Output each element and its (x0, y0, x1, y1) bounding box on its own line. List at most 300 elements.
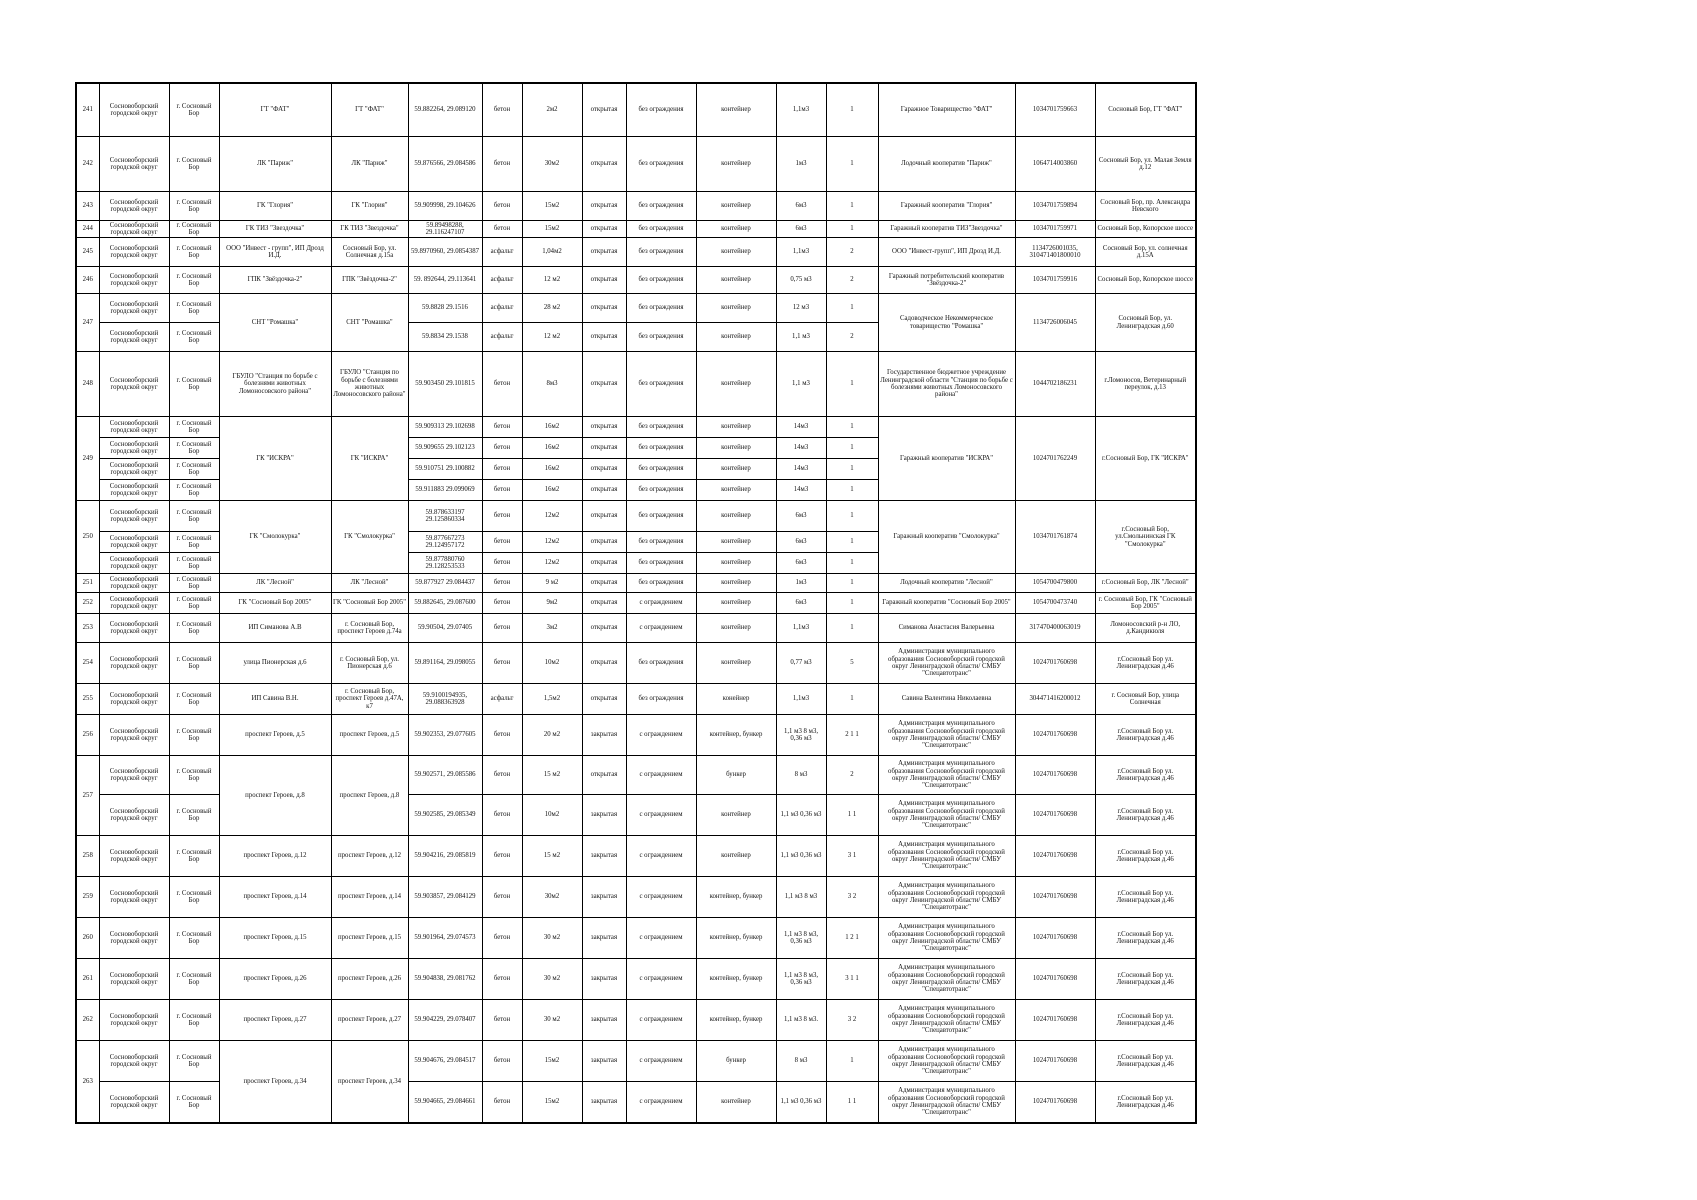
cell-owner-name: улица Пионерская д.6 (219, 643, 331, 684)
cell-coordinates: 59.882645, 29.087600 (408, 593, 482, 614)
cell-surface: асфальт (482, 684, 522, 715)
cell-surface: бетон (482, 480, 522, 501)
cell-volume: 12 м3 (776, 294, 826, 323)
table-row (76, 238, 1196, 267)
cell-coordinates: 59.909313 29.102698 (408, 417, 482, 438)
cell-coordinates: 59.877927 29.084437 (408, 574, 482, 593)
table-row (76, 643, 1196, 684)
cell-organization: Администрация муниципального образования Сосновоборский городской округ Ленинградской области/ СМБУ "Спецавтотранс" (878, 918, 1015, 959)
cell-container-type: контейнер (696, 417, 776, 438)
row-number: 261 (76, 959, 99, 1000)
cell-locality: г. Сосновый Бор (169, 83, 219, 137)
cell-area: 16м2 (522, 459, 582, 480)
cell-district: Сосновоборский городской округ (99, 877, 169, 918)
cell-volume: 6м3 (776, 192, 826, 221)
cell-site-type: открытая (582, 438, 626, 459)
cell-fence: с ограждением (626, 715, 696, 756)
cell-district: Сосновоборский городской округ (99, 323, 169, 352)
cell-volume: 14м3 (776, 480, 826, 501)
cell-locality: г. Сосновый Бор (169, 532, 219, 553)
cell-count: 1 (826, 137, 878, 192)
cell-legal-address: Сосновый Бор, Копорское шоссе (1095, 221, 1196, 238)
cell-surface: асфальт (482, 267, 522, 294)
cell-organization: Гаражный кооператив "Сосновый Бор 2005" (878, 593, 1015, 614)
row-number: 247 (76, 294, 99, 352)
cell-locality: г. Сосновый Бор (169, 756, 219, 795)
table-row (76, 877, 1196, 918)
row-number: 262 (76, 1000, 99, 1041)
cell-coordinates: 59.876566, 29.084586 (408, 137, 482, 192)
cell-site-type: открытая (582, 756, 626, 795)
cell-address: ГК "ИСКРА" (331, 417, 408, 501)
cell-site-type: открытая (582, 137, 626, 192)
cell-address: проспект Героев, д.12 (331, 836, 408, 877)
cell-address: ГК ТИЗ "Звездочка" (331, 221, 408, 238)
cell-ogrn: 1034701759916 (1015, 267, 1095, 294)
cell-locality: г. Сосновый Бор (169, 501, 219, 532)
cell-coordinates: 59.901964, 29.074573 (408, 918, 482, 959)
cell-site-type: открытая (582, 267, 626, 294)
cell-container-type: контейнер (696, 532, 776, 553)
cell-locality: г. Сосновый Бор (169, 614, 219, 643)
cell-organization: Администрация муниципального образования Сосновоборский городской округ Ленинградской области/ СМБУ "Спецавтотранс" (878, 1041, 1015, 1082)
cell-ogrn: 1024701760698 (1015, 1000, 1095, 1041)
cell-container-type: контейнер (696, 480, 776, 501)
cell-coordinates: 59.9100194935, 29.088363928 (408, 684, 482, 715)
cell-legal-address: Сосновый Бор, ГТ "ФАТ" (1095, 83, 1196, 137)
row-number: 263 (76, 1041, 99, 1124)
table-row (76, 836, 1196, 877)
cell-volume: 1,1м3 (776, 684, 826, 715)
cell-surface: бетон (482, 459, 522, 480)
cell-fence: без ограждения (626, 294, 696, 323)
cell-count: 1 1 (826, 1082, 878, 1124)
cell-legal-address: г.Ломоносов, Ветеринарный переулок, д.13 (1095, 352, 1196, 417)
cell-ogrn: 1134726006045 (1015, 294, 1095, 352)
cell-container-type: контейнер (696, 1082, 776, 1124)
cell-legal-address: Сосновый Бор, пр. Александра Невского (1095, 192, 1196, 221)
cell-area: 30м2 (522, 877, 582, 918)
cell-locality: г. Сосновый Бор (169, 918, 219, 959)
cell-site-type: открытая (582, 532, 626, 553)
cell-coordinates: 59.903857, 29.084129 (408, 877, 482, 918)
cell-coordinates: 59.909998, 29.104626 (408, 192, 482, 221)
cell-site-type: открытая (582, 553, 626, 574)
cell-coordinates: 59.902585, 29.085349 (408, 795, 482, 836)
cell-count: 2 (826, 756, 878, 795)
cell-address: проспект Героев, д.8 (331, 756, 408, 836)
cell-district: Сосновоборский городской округ (99, 614, 169, 643)
cell-organization: Гаражный потребительский кооператив "Звёздочка-2" (878, 267, 1015, 294)
cell-count: 2 (826, 238, 878, 267)
cell-fence: без ограждения (626, 553, 696, 574)
cell-surface: бетон (482, 438, 522, 459)
cell-surface: бетон (482, 553, 522, 574)
cell-container-type: конейнер (696, 684, 776, 715)
cell-locality: г. Сосновый Бор (169, 836, 219, 877)
cell-container-type: контейнер (696, 238, 776, 267)
cell-count: 1 (826, 684, 878, 715)
cell-count: 1 (826, 532, 878, 553)
cell-count: 3 2 (826, 877, 878, 918)
cell-coordinates: 59.903450 29.101815 (408, 352, 482, 417)
cell-count: 2 (826, 267, 878, 294)
cell-ogrn: 1024701760698 (1015, 877, 1095, 918)
cell-area: 15м2 (522, 1082, 582, 1124)
row-number: 251 (76, 574, 99, 593)
cell-legal-address: г.Сосновый Бор ул. Ленинградская д.46 (1095, 959, 1196, 1000)
cell-site-type: открытая (582, 480, 626, 501)
cell-count: 1 (826, 438, 878, 459)
cell-fence: без ограждения (626, 684, 696, 715)
cell-count: 1 (826, 593, 878, 614)
cell-address: проспект Героев, д.5 (331, 715, 408, 756)
cell-district: Сосновоборский городской округ (99, 267, 169, 294)
cell-coordinates: 59.891164, 29.098055 (408, 643, 482, 684)
cell-legal-address: Сосновый Бор, ул. солнечная д.15А (1095, 238, 1196, 267)
cell-container-type: контейнер (696, 267, 776, 294)
cell-fence: без ограждения (626, 137, 696, 192)
row-number: 242 (76, 137, 99, 192)
cell-district: Сосновоборский городской округ (99, 643, 169, 684)
cell-district: Сосновоборский городской округ (99, 795, 169, 836)
cell-legal-address: г.Сосновый Бор ул. Ленинградская д.46 (1095, 643, 1196, 684)
cell-site-type: закрытая (582, 918, 626, 959)
row-number: 250 (76, 501, 99, 574)
cell-surface: бетон (482, 532, 522, 553)
cell-ogrn: 1024701760698 (1015, 756, 1095, 795)
cell-district: Сосновоборский городской округ (99, 83, 169, 137)
cell-locality: г. Сосновый Бор (169, 1041, 219, 1082)
cell-district: Сосновоборский городской округ (99, 417, 169, 438)
cell-address: г. Сосновый Бор, проспект Героев д.74а (331, 614, 408, 643)
cell-fence: без ограждения (626, 459, 696, 480)
row-number: 244 (76, 221, 99, 238)
cell-organization: Гаражный кооператив "Смолокурка" (878, 501, 1015, 574)
cell-owner-name: ГК "Смолокурка" (219, 501, 331, 574)
cell-owner-name: проспект Героев, д.5 (219, 715, 331, 756)
cell-container-type: контейнер, бункер (696, 715, 776, 756)
cell-coordinates: 59.878633197 29.125860334 (408, 501, 482, 532)
cell-organization: Лодочный кооператив "Париж" (878, 137, 1015, 192)
cell-district: Сосновоборский городской округ (99, 480, 169, 501)
row-number: 249 (76, 417, 99, 501)
cell-coordinates: 59.904229, 29.078407 (408, 1000, 482, 1041)
cell-legal-address: Сосновый Бор, ул. Малая Земля д.12 (1095, 137, 1196, 192)
cell-count: 1 (826, 459, 878, 480)
cell-site-type: закрытая (582, 715, 626, 756)
cell-container-type: контейнер (696, 83, 776, 137)
cell-locality: г. Сосновый Бор (169, 643, 219, 684)
cell-legal-address: г.Сосновый Бор ул. Ленинградская д.46 (1095, 836, 1196, 877)
cell-organization: Лодочный кооператив "Лесной" (878, 574, 1015, 593)
row-number: 256 (76, 715, 99, 756)
cell-coordinates: 59.904216, 29.085819 (408, 836, 482, 877)
row-number: 255 (76, 684, 99, 715)
cell-locality: г. Сосновый Бор (169, 192, 219, 221)
cell-count: 1 (826, 192, 878, 221)
cell-volume: 8 м3 (776, 1041, 826, 1082)
cell-ogrn: 1024701760698 (1015, 959, 1095, 1000)
cell-ogrn: 1034701759894 (1015, 192, 1095, 221)
cell-surface: бетон (482, 795, 522, 836)
cell-surface: бетон (482, 1000, 522, 1041)
cell-container-type: контейнер (696, 553, 776, 574)
cell-fence: с ограждением (626, 795, 696, 836)
cell-coordinates: 59.882264, 29.089120 (408, 83, 482, 137)
cell-district: Сосновоборский городской округ (99, 1082, 169, 1124)
cell-fence: с ограждением (626, 918, 696, 959)
cell-container-type: контейнер (696, 221, 776, 238)
cell-address: ГК "Сосновый Бор 2005" (331, 593, 408, 614)
cell-area: 28 м2 (522, 294, 582, 323)
cell-container-type: контейнер, бункер (696, 877, 776, 918)
cell-locality: г. Сосновый Бор (169, 480, 219, 501)
cell-address: ЛК "Париж" (331, 137, 408, 192)
cell-container-type: контейнер, бункер (696, 1000, 776, 1041)
cell-organization: Гаражный кооператив ТИЗ"Звездочка" (878, 221, 1015, 238)
cell-owner-name: ГБУЛО "Станция по борьбе с болезнями животных Ломоносовского района" (219, 352, 331, 417)
cell-ogrn: 1134726001035, 310471401800010 (1015, 238, 1095, 267)
cell-district: Сосновоборский городской округ (99, 715, 169, 756)
cell-container-type: контейнер (696, 643, 776, 684)
cell-address: проспект Героев, д.26 (331, 959, 408, 1000)
cell-site-type: открытая (582, 593, 626, 614)
cell-ogrn: 1024701760698 (1015, 918, 1095, 959)
cell-container-type: контейнер (696, 836, 776, 877)
table-row (76, 918, 1196, 959)
cell-count: 1 (826, 294, 878, 323)
cell-container-type: контейнер (696, 574, 776, 593)
cell-locality: г. Сосновый Бор (169, 553, 219, 574)
table-row (76, 684, 1196, 715)
cell-container-type: контейнер, бункер (696, 918, 776, 959)
cell-legal-address: г. Сосновый Бор, улица Солнечная (1095, 684, 1196, 715)
cell-owner-name: проспект Героев, д.26 (219, 959, 331, 1000)
cell-surface: бетон (482, 83, 522, 137)
cell-owner-name: ЛК "Лесной" (219, 574, 331, 593)
cell-volume: 6м3 (776, 221, 826, 238)
cell-district: Сосновоборский городской округ (99, 1000, 169, 1041)
cell-owner-name: ИП Савина В.Н. (219, 684, 331, 715)
cell-organization: ООО "Инвест-групп", ИП Дрозд И.Д. (878, 238, 1015, 267)
cell-count: 2 (826, 323, 878, 352)
row-number: 259 (76, 877, 99, 918)
cell-volume: 1,1м3 (776, 614, 826, 643)
row-number: 258 (76, 836, 99, 877)
cell-fence: без ограждения (626, 83, 696, 137)
cell-ogrn: 1034701759663 (1015, 83, 1095, 137)
cell-volume: 1,1 м3 0,36 м3 (776, 836, 826, 877)
cell-container-type: контейнер (696, 614, 776, 643)
cell-locality: г. Сосновый Бор (169, 1082, 219, 1124)
cell-ogrn: 1024701760698 (1015, 836, 1095, 877)
cell-owner-name: проспект Героев, д.27 (219, 1000, 331, 1041)
cell-site-type: открытая (582, 643, 626, 684)
cell-area: 15м2 (522, 192, 582, 221)
cell-organization: Администрация муниципального образования Сосновоборский городской округ Ленинградской области/ СМБУ "Спецавтотранс" (878, 756, 1015, 795)
cell-fence: с ограждением (626, 1000, 696, 1041)
cell-volume: 6м3 (776, 532, 826, 553)
cell-surface: бетон (482, 1041, 522, 1082)
cell-district: Сосновоборский городской округ (99, 501, 169, 532)
cell-legal-address: г.Сосновый Бор ул. Ленинградская д.46 (1095, 795, 1196, 836)
cell-container-type: контейнер (696, 795, 776, 836)
cell-district: Сосновоборский городской округ (99, 352, 169, 417)
cell-coordinates: 59.8970960, 29.0854387 (408, 238, 482, 267)
cell-container-type: контейнер (696, 593, 776, 614)
cell-coordinates: 59.8828 29.1516 (408, 294, 482, 323)
table-row (76, 137, 1196, 192)
cell-count: 1 (826, 574, 878, 593)
cell-owner-name: ГК ТИЗ "Звездочка" (219, 221, 331, 238)
cell-address: ЛК "Лесной" (331, 574, 408, 593)
cell-owner-name: ООО "Инвест - групп", ИП Дрозд И.Д. (219, 238, 331, 267)
cell-volume: 6м3 (776, 501, 826, 532)
cell-container-type: контейнер, бункер (696, 959, 776, 1000)
cell-address: ГТ "ФАТ" (331, 83, 408, 137)
cell-area: 2м2 (522, 83, 582, 137)
cell-district: Сосновоборский городской округ (99, 459, 169, 480)
cell-legal-address: Ломоносовский р-н ЛО, д.Кандикюля (1095, 614, 1196, 643)
cell-address: проспект Героев, д.34 (331, 1041, 408, 1124)
cell-volume: 1,1м3 (776, 83, 826, 137)
cell-site-type: закрытая (582, 959, 626, 1000)
cell-organization: Савина Валентина Николаевна (878, 684, 1015, 715)
cell-legal-address: г.Сосновый Бор ул. Ленинградская д.46 (1095, 1000, 1196, 1041)
cell-site-type: открытая (582, 459, 626, 480)
cell-site-type: открытая (582, 83, 626, 137)
cell-fence: без ограждения (626, 643, 696, 684)
cell-legal-address: г.Сосновый Бор, ЛК "Лесной" (1095, 574, 1196, 593)
cell-site-type: закрытая (582, 795, 626, 836)
cell-owner-name: ГТ "ФАТ" (219, 83, 331, 137)
cell-address: проспект Героев, д.15 (331, 918, 408, 959)
cell-area: 15м2 (522, 1041, 582, 1082)
cell-site-type: открытая (582, 352, 626, 417)
cell-coordinates: 59.904838, 29.081762 (408, 959, 482, 1000)
cell-surface: бетон (482, 959, 522, 1000)
cell-owner-name: проспект Героев, д.15 (219, 918, 331, 959)
cell-area: 10м2 (522, 795, 582, 836)
cell-fence: с ограждением (626, 593, 696, 614)
cell-district: Сосновоборский городской округ (99, 532, 169, 553)
cell-site-type: закрытая (582, 836, 626, 877)
cell-coordinates: 59.90504, 29.07405 (408, 614, 482, 643)
cell-locality: г. Сосновый Бор (169, 352, 219, 417)
cell-container-type: контейнер (696, 294, 776, 323)
table-row (76, 417, 1196, 438)
cell-surface: бетон (482, 574, 522, 593)
cell-fence: с ограждением (626, 877, 696, 918)
cell-organization: Гаражное Товарищество "ФАТ" (878, 83, 1015, 137)
cell-ogrn: 1024701762249 (1015, 417, 1095, 501)
cell-container-type: контейнер (696, 137, 776, 192)
table-row (76, 1000, 1196, 1041)
cell-ogrn: 1024701760698 (1015, 643, 1095, 684)
cell-count: 1 1 (826, 795, 878, 836)
cell-address: г. Сосновый Бор, проспект Героев д.47А, к7 (331, 684, 408, 715)
cell-locality: г. Сосновый Бор (169, 221, 219, 238)
row-number: 253 (76, 614, 99, 643)
cell-count: 3 1 1 (826, 959, 878, 1000)
row-number: 248 (76, 352, 99, 417)
cell-surface: бетон (482, 614, 522, 643)
row-number: 246 (76, 267, 99, 294)
cell-district: Сосновоборский городской округ (99, 137, 169, 192)
table-row (76, 501, 1196, 532)
cell-legal-address: г.Сосновый Бор, ул.Смольнинская ГК "Смолокурка" (1095, 501, 1196, 574)
row-number: 257 (76, 756, 99, 836)
cell-surface: бетон (482, 192, 522, 221)
row-number: 254 (76, 643, 99, 684)
cell-organization: Администрация муниципального образования Сосновоборский городской округ Ленинградской области/ СМБУ "Спецавтотранс" (878, 959, 1015, 1000)
cell-fence: с ограждением (626, 756, 696, 795)
cell-area: 12м2 (522, 532, 582, 553)
cell-site-type: открытая (582, 501, 626, 532)
cell-container-type: контейнер (696, 501, 776, 532)
cell-surface: асфальт (482, 323, 522, 352)
table-row (76, 294, 1196, 323)
registry-table (75, 82, 1197, 1124)
cell-count: 3 2 (826, 1000, 878, 1041)
cell-legal-address: г.Сосновый Бор ул. Ленинградская д.46 (1095, 756, 1196, 795)
cell-district: Сосновоборский городской округ (99, 593, 169, 614)
cell-surface: бетон (482, 643, 522, 684)
cell-locality: г. Сосновый Бор (169, 593, 219, 614)
cell-fence: без ограждения (626, 501, 696, 532)
row-number: 243 (76, 192, 99, 221)
cell-legal-address: г.Сосновый Бор, ГК "ИСКРА" (1095, 417, 1196, 501)
cell-coordinates: 59.902353, 29.077605 (408, 715, 482, 756)
cell-ogrn: 1054700473740 (1015, 593, 1095, 614)
cell-locality: г. Сосновый Бор (169, 877, 219, 918)
cell-legal-address: Сосновый Бор, ул. Ленинградская д.60 (1095, 294, 1196, 352)
cell-ogrn: 317470400063019 (1015, 614, 1095, 643)
cell-coordinates: 59.904676, 29.084517 (408, 1041, 482, 1082)
cell-area: 30 м2 (522, 959, 582, 1000)
table-row (76, 574, 1196, 593)
cell-address: г. Сосновый Бор, ул. Пионерская д.6 (331, 643, 408, 684)
cell-volume: 1,1 м3 0,36 м3 (776, 1082, 826, 1124)
cell-area: 16м2 (522, 417, 582, 438)
cell-area: 10м2 (522, 643, 582, 684)
cell-legal-address: Сосновый Бор, Копорское шоссе (1095, 267, 1196, 294)
cell-district: Сосновоборский городской округ (99, 192, 169, 221)
cell-volume: 1,1 м3 8 м3 (776, 877, 826, 918)
cell-count: 1 (826, 1041, 878, 1082)
cell-area: 12 м2 (522, 323, 582, 352)
cell-area: 12м2 (522, 501, 582, 532)
cell-container-type: бункер (696, 756, 776, 795)
cell-ogrn: 1024701760698 (1015, 715, 1095, 756)
table-row (76, 614, 1196, 643)
cell-organization: Администрация муниципального образования Сосновоборский городской округ Ленинградской области/ СМБУ "Спецавтотранс" (878, 1082, 1015, 1124)
cell-surface: бетон (482, 417, 522, 438)
cell-fence: без ограждения (626, 352, 696, 417)
cell-volume: 1,1 м3 8 м3, 0,36 м3 (776, 715, 826, 756)
cell-locality: г. Сосновый Бор (169, 137, 219, 192)
cell-organization: Администрация муниципального образования Сосновоборский городской округ Ленинградской области/ СМБУ "Спецавтотранс" (878, 643, 1015, 684)
cell-surface: бетон (482, 918, 522, 959)
table-row (76, 267, 1196, 294)
cell-site-type: открытая (582, 192, 626, 221)
cell-fence: с ограждением (626, 614, 696, 643)
cell-owner-name: СНТ "Ромашка" (219, 294, 331, 352)
cell-surface: асфальт (482, 294, 522, 323)
cell-area: 12м2 (522, 553, 582, 574)
cell-district: Сосновоборский городской округ (99, 836, 169, 877)
